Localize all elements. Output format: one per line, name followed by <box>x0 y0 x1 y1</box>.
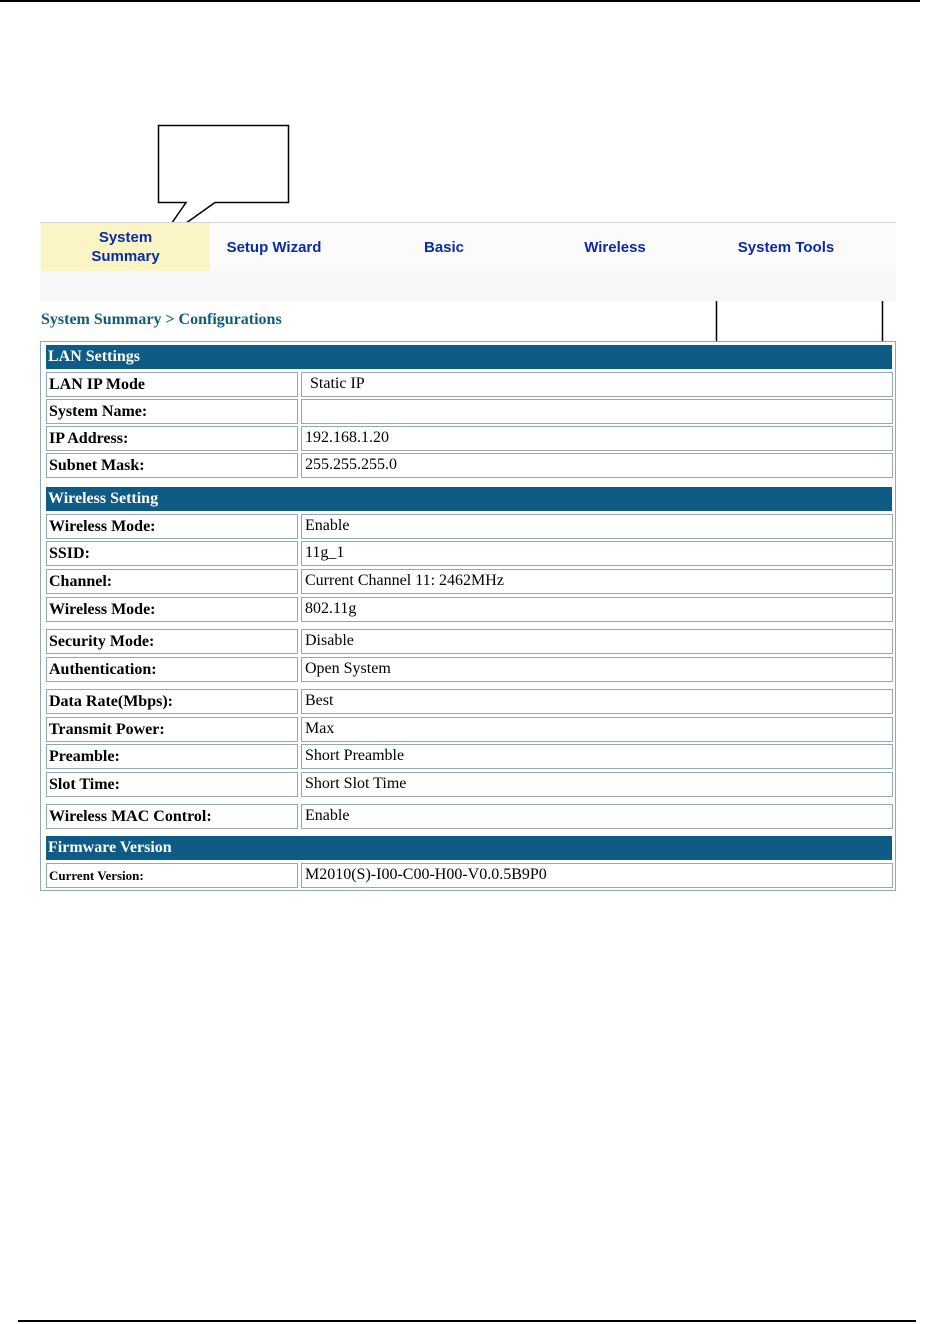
field-value: Open System <box>301 657 893 682</box>
tab-basic[interactable] <box>380 223 508 271</box>
table-row <box>46 453 892 478</box>
field-label: Transmit Power: <box>46 717 298 742</box>
top-rule <box>0 0 920 2</box>
tab-label-line2: Summary <box>91 248 160 265</box>
table-row <box>46 399 892 424</box>
field-value: Current Channel 11: 2462MHz <box>301 569 893 594</box>
tab-label: System Tools <box>737 238 835 256</box>
tab-system-summary[interactable] <box>41 223 210 271</box>
field-label: Preamble: <box>46 744 298 769</box>
field-value: 802.11g <box>301 597 893 622</box>
table-row <box>46 772 892 797</box>
field-label: Current Version: <box>46 863 298 888</box>
table-row <box>46 569 892 594</box>
field-value: 192.168.1.20 <box>301 426 893 451</box>
tab-label: Wireless <box>584 238 646 256</box>
settings-panel <box>40 341 896 891</box>
field-value: Enable <box>301 514 893 539</box>
tab-label: Setup Wizard <box>226 238 322 256</box>
field-label: SSID: <box>46 541 298 566</box>
field-label: Wireless Mode: <box>46 597 298 622</box>
field-value: 255.255.255.0 <box>301 453 893 478</box>
sub-nav-bar <box>40 271 896 301</box>
field-value: Enable <box>301 804 893 829</box>
table-row <box>46 657 892 682</box>
breadcrumb: System Summary > Configurations <box>41 311 282 328</box>
bottom-rule <box>18 1320 916 1322</box>
field-label: Authentication: <box>46 657 298 682</box>
field-value: Best <box>301 689 893 714</box>
field-label: Subnet Mask: <box>46 453 298 478</box>
table-row <box>46 689 892 714</box>
field-label: IP Address: <box>46 426 298 451</box>
field-label: Wireless MAC Control: <box>46 804 298 829</box>
section-header-lan: LAN Settings <box>46 345 892 369</box>
field-value: M2010(S)-I00-C00-H00-V0.0.5B9P0 <box>301 863 893 888</box>
field-value: 11g_1 <box>301 541 893 566</box>
tab-wireless[interactable] <box>551 223 679 271</box>
field-value: Max <box>301 717 893 742</box>
table-row <box>46 629 892 654</box>
table-row <box>46 804 892 829</box>
field-label: Wireless Mode: <box>46 514 298 539</box>
field-label: Data Rate(Mbps): <box>46 689 298 714</box>
field-value: Disable <box>301 629 893 654</box>
tab-setup-wizard[interactable] <box>210 223 338 271</box>
table-row <box>46 541 892 566</box>
section-header-wireless: Wireless Setting <box>46 487 892 511</box>
table-row <box>46 744 892 769</box>
tab-label-line1: System <box>98 229 153 246</box>
tab-label: Basic <box>423 238 465 256</box>
tab-system-tools[interactable] <box>716 223 856 271</box>
field-label: Security Mode: <box>46 629 298 654</box>
field-value: Static IP <box>301 372 893 397</box>
field-value: Short Preamble <box>301 744 893 769</box>
table-row <box>46 863 892 888</box>
section-header-firmware: Firmware Version <box>46 836 892 860</box>
table-row <box>46 426 892 451</box>
field-label: Slot Time: <box>46 772 298 797</box>
table-row <box>46 372 892 397</box>
field-label: LAN IP Mode <box>46 372 298 397</box>
field-label: System Name: <box>46 399 298 424</box>
table-row <box>46 717 892 742</box>
field-value: Short Slot Time <box>301 772 893 797</box>
main-nav <box>40 222 896 272</box>
table-row <box>46 514 892 539</box>
table-row <box>46 597 892 622</box>
field-label: Channel: <box>46 569 298 594</box>
field-value <box>301 399 893 424</box>
